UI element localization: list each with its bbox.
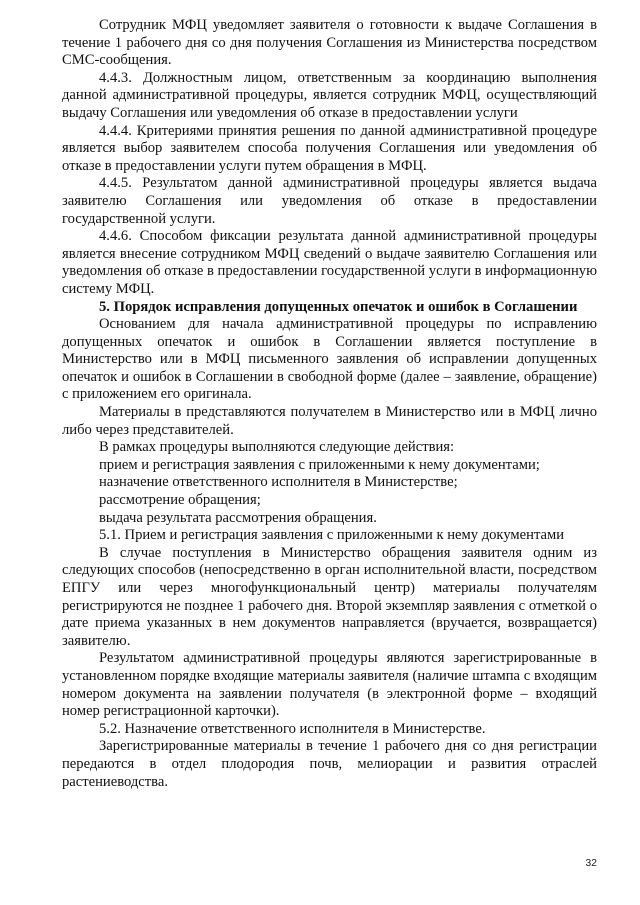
list-intro: В рамках процедуры выполняются следующие действия: [99, 439, 455, 456]
paragraph-receipt: В случае поступления в Министерство обращения заявителя одним из следующих способов (непосредственно в орган исполнительной власти, посредством ЕПГУ или через многофункциональный центр) материалы получателям регистрируются не позднее 1 рабочего дня. Второй экземпляр заявления с отметкой о дате приема указанных в нем документов направляется (вручается, возвращается) заявителю. [62, 544, 597, 649]
paragraph-materials: Материалы в представляются получателем в Министерство или в МФЦ лично либо через представителей. [62, 404, 597, 438]
list-item: рассмотрение обращения; [99, 492, 261, 509]
paragraph-4-4-4: 4.4.4. Критериями принятия решения по данной административной процедуре является выбор заявителем способа получения Соглашения или уведомления об отказе в предоставлении услуги путем обращения в МФЦ. [62, 122, 597, 174]
paragraph-4-4-6: 4.4.6. Способом фиксации результата данной административной процедуры является внесение сотрудником МФЦ сведений о выдаче заявителю Соглашения или уведомления об отказе в предоставлении государственной услуги в информационную систему МФЦ. [62, 228, 597, 297]
list-item: прием и регистрация заявления с приложенными к нему документами; [99, 456, 540, 473]
paragraph-4-4-3: 4.4.3. Должностным лицом, ответственным за координацию выполнения данной административной процедуры, является сотрудник МФЦ, осуществляющий выдачу Соглашения или уведомления об отказе в предоставлении услуги [62, 69, 597, 121]
subsection-5-1: 5.1. Прием и регистрация заявления с приложенными к нему документами [99, 527, 565, 544]
section-heading-5: 5. Порядок исправления допущенных опечаток и ошибок в Соглашении [99, 298, 578, 315]
paragraph-4-4-5: 4.4.5. Результатом данной административной процедуры является выдача заявителю Соглашения или уведомления об отказе в предоставлении государственной услуги. [62, 175, 597, 227]
page-number: 32 [585, 857, 597, 869]
paragraph-registered-materials: Зарегистрированные материалы в течение 1 рабочего дня со дня регистрации передаются в отдел плодородия почв, мелиорации и развития отраслей растениеводства. [62, 738, 597, 790]
paragraph-result: Результатом административной процедуры являются зарегистрированные в установленном порядке входящие материалы заявителя (наличие штампа с входящим номером документа на заявлении получателя (в электронной форме – входящий номер регистрационной карточки). [62, 650, 597, 720]
list-item: назначение ответственного исполнителя в Министерстве; [99, 474, 458, 491]
subsection-5-2: 5.2. Назначение ответственного исполнителя в Министерстве. [99, 720, 486, 737]
paragraph-basis: Основанием для начала административной процедуры по исправлению допущенных опечаток и ошибок в Соглашении является поступление в Министерство или в МФЦ письменного заявления об исправлении допущенных опечаток и ошибок в Соглашении в свободной форме (далее – заявление, обращение) с приложением его оригинала. [62, 316, 597, 403]
paragraph-mfc-notification: Сотрудник МФЦ уведомляет заявителя о готовности к выдаче Соглашения в течение 1 рабочего дня со дня получения Соглашения из Министерства посредством СМС-сообщения. [62, 17, 597, 69]
list-item: выдача результата рассмотрения обращения. [99, 509, 377, 526]
